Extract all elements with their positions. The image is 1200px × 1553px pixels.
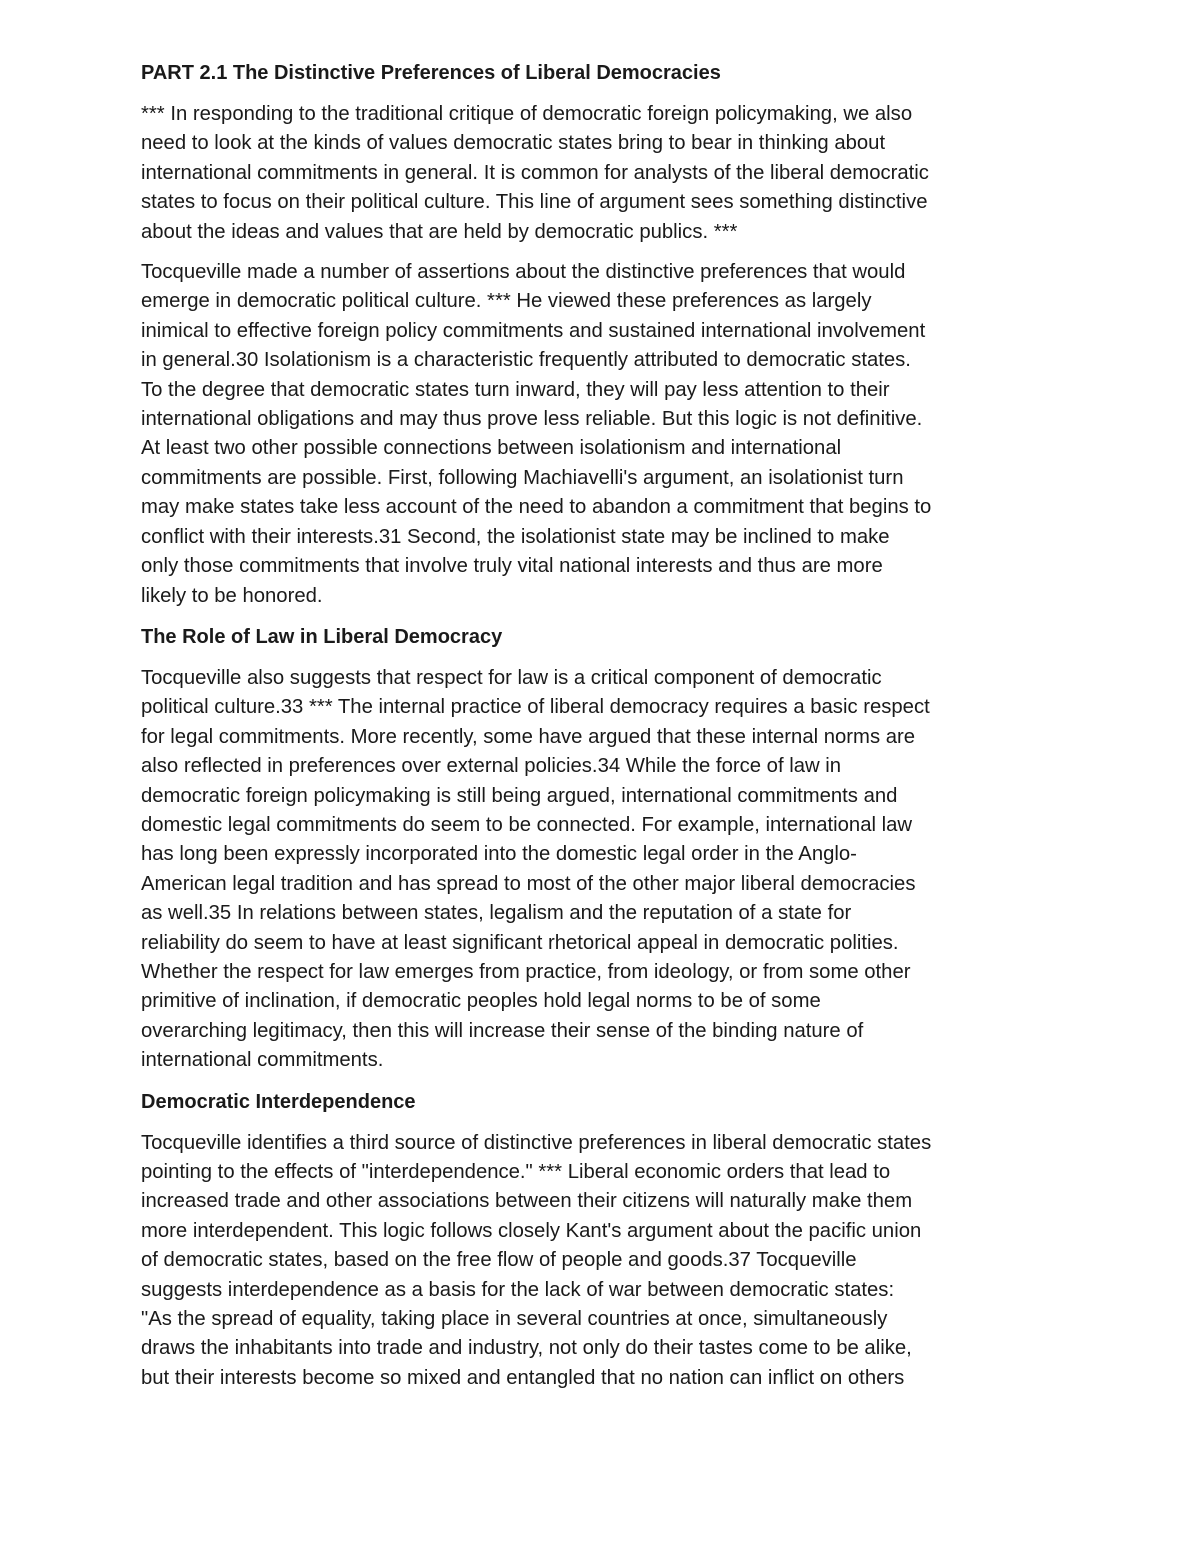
- section-role-of-law: [141, 622, 1061, 1076]
- text-line: Tocqueville made a number of assertions about the distinctive preferences that would: [141, 261, 906, 284]
- text-line: as well.35 In relations between states, legalism and the reputation of a state for: [141, 902, 852, 925]
- text-line: draws the inhabitants into trade and industry, not only do their tastes come to be alike,: [141, 1337, 912, 1360]
- paragraph: [141, 1129, 1061, 1394]
- text-line: Tocqueville identifies a third source of distinctive preferences in liberal democratic states: [141, 1131, 932, 1154]
- text-line: international commitments in general. It is common for analysts of the liberal democratic: [141, 161, 929, 184]
- text-line: primitive of inclination, if democratic peoples hold legal norms to be of some: [141, 990, 821, 1013]
- text-line: more interdependent. This logic follows closely Kant's argument about the pacific union: [141, 1219, 922, 1242]
- text-line: for legal commitments. More recently, some have argued that these internal norms are: [141, 725, 916, 748]
- text-line: commitments are possible. First, following Machiavelli's argument, an isolationist turn: [141, 466, 904, 489]
- section-distinctive-preferences: [141, 58, 1061, 611]
- text-line: emerge in democratic political culture. *** He viewed these preferences as largely: [141, 290, 872, 313]
- paragraph: [141, 258, 1061, 611]
- text-line: At least two other possible connections between isolationism and international: [141, 437, 842, 460]
- text-line: increased trade and other associations between their citizens will naturally make them: [141, 1190, 913, 1213]
- text-line: Tocqueville also suggests that respect for law is a critical component of democratic: [141, 666, 882, 689]
- text-line: pointing to the effects of "interdependence." *** Liberal economic orders that lead to: [141, 1161, 891, 1183]
- text-line: may make states take less account of the need to abandon a commitment that begins to: [141, 496, 932, 519]
- text-line: conflict with their interests.31 Second, the isolationist state may be inclined to make: [141, 525, 890, 548]
- text-line: inimical to effective foreign policy commitments and sustained international involvement: [141, 319, 926, 342]
- text-line: in general.30 Isolationism is a characteristic frequently attributed to democratic states.: [141, 349, 911, 372]
- text-line: reliability do seem to have at least significant rhetorical appeal in democratic polities.: [141, 931, 899, 954]
- text-line: domestic legal commitments do seem to be connected. For example, international law: [141, 813, 913, 836]
- section-democratic-interdependence: [141, 1087, 1061, 1394]
- section-heading: PART 2.1 The Distinctive Preferences of Liberal Democracies: [141, 62, 721, 84]
- text-line: international commitments.: [141, 1049, 384, 1072]
- text-line: need to look at the kinds of values democratic states bring to bear in thinking about: [141, 132, 886, 155]
- text-line: international obligations and may thus prove less reliable. But this logic is not definitive.: [141, 408, 923, 431]
- text-line: Whether the respect for law emerges from practice, from ideology, or from some other: [141, 960, 911, 983]
- text-line: American legal tradition and has spread to most of the other major liberal democracies: [141, 872, 916, 895]
- paragraph: [141, 100, 1061, 247]
- text-line: about the ideas and values that are held by democratic publics. ***: [141, 220, 738, 243]
- text-line: likely to be honored.: [141, 584, 323, 607]
- text-line: of democratic states, based on the free flow of people and goods.37 Tocqueville: [141, 1249, 857, 1272]
- text-line: suggests interdependence as a basis for the lack of war between democratic states:: [141, 1278, 895, 1301]
- document-page: [141, 58, 1061, 1404]
- text-line: states to focus on their political culture. This line of argument sees something distinctive: [141, 191, 928, 214]
- text-line: only those commitments that involve truly vital national interests and thus are more: [141, 555, 883, 578]
- section-heading: The Role of Law in Liberal Democracy: [141, 625, 503, 648]
- text-line: political culture.33 *** The internal practice of liberal democracy requires a basic respect: [141, 696, 930, 719]
- text-line: but their interests become so mixed and entangled that no nation can inflict on others: [141, 1366, 905, 1389]
- section-heading: Democratic Interdependence: [141, 1090, 416, 1113]
- text-line: overarching legitimacy, then this will increase their sense of the binding nature of: [141, 1019, 864, 1042]
- text-line: has long been expressly incorporated into the domestic legal order in the Anglo-: [141, 843, 857, 866]
- text-line: *** In responding to the traditional critique of democratic foreign policymaking, we also: [141, 103, 913, 125]
- text-line: democratic foreign policymaking is still being argued, international commitments and: [141, 784, 898, 807]
- paragraph: [141, 664, 1061, 1076]
- text-line: also reflected in preferences over external policies.34 While the force of law in: [141, 755, 842, 778]
- text-line: To the degree that democratic states turn inward, they will pay less attention to their: [141, 378, 890, 401]
- text-line: "As the spread of equality, taking place in several countries at once, simultaneously: [141, 1308, 888, 1331]
